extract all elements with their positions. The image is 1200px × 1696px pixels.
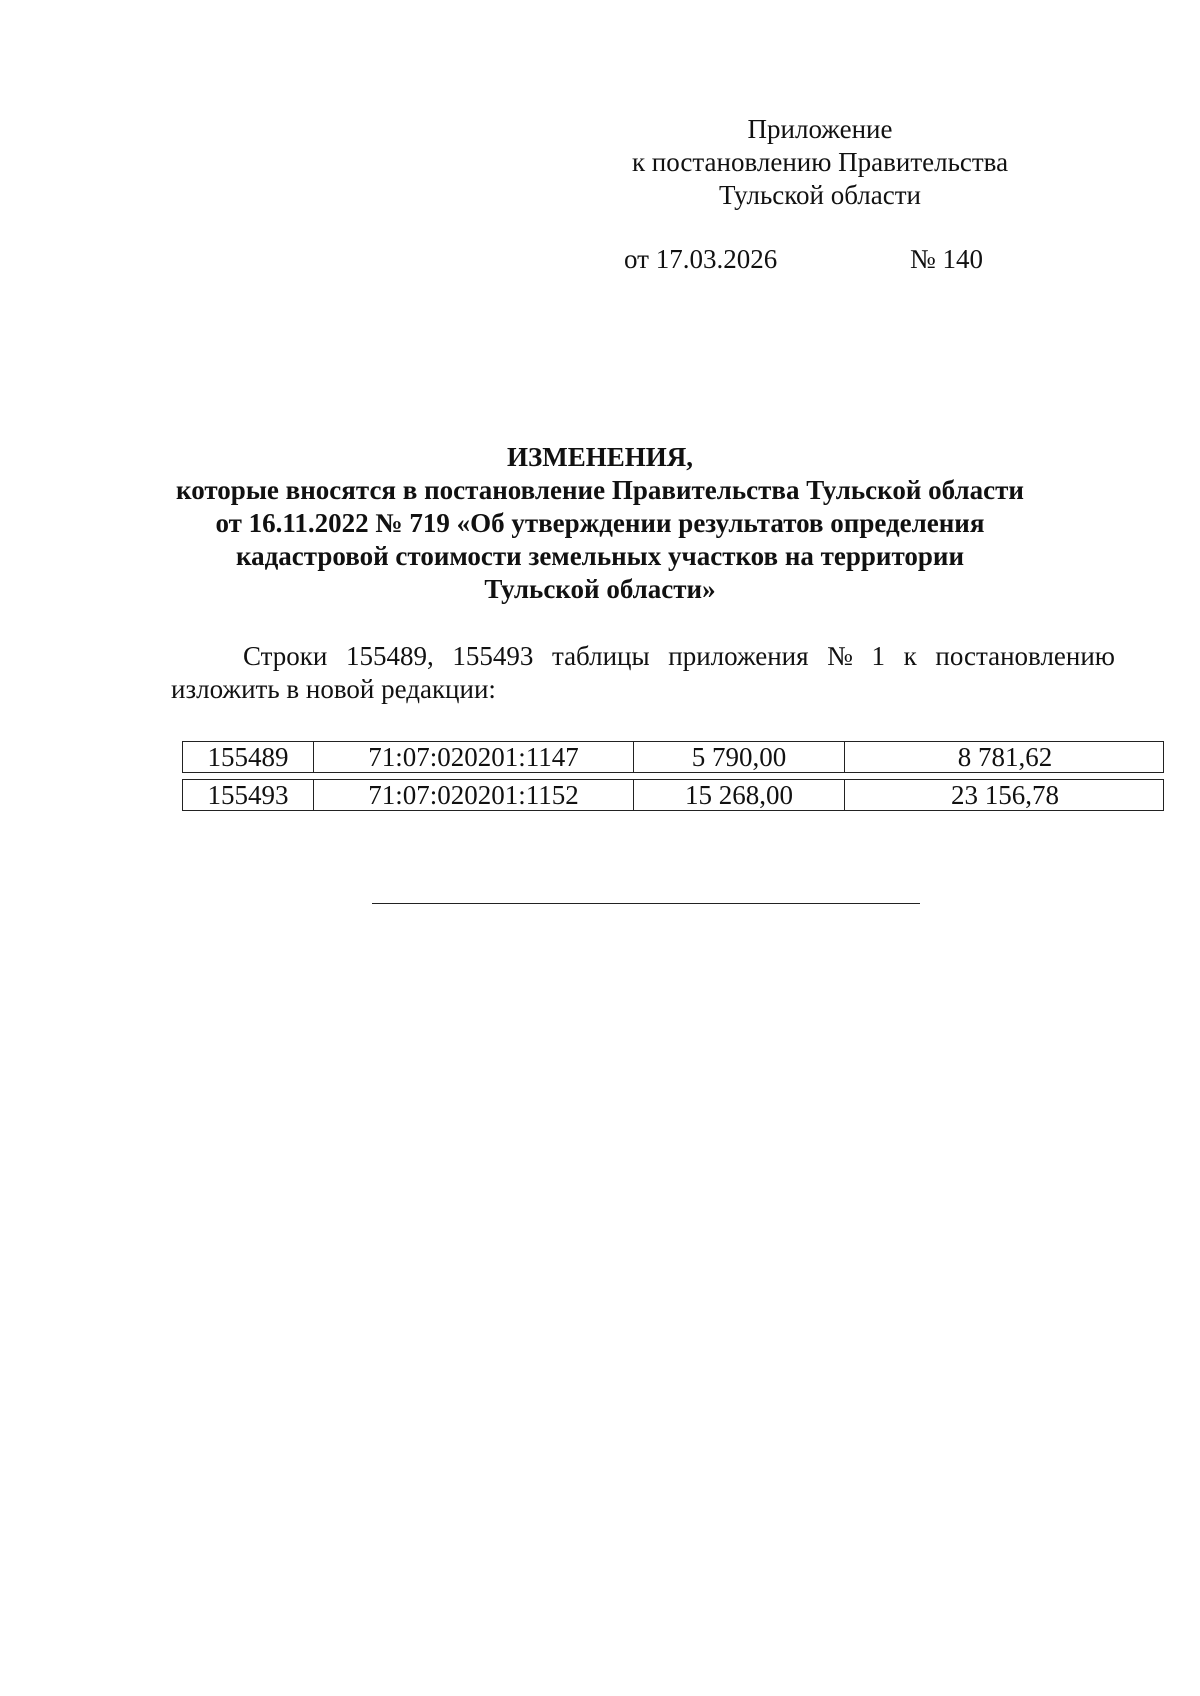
- area-cell: 5 790,00: [634, 742, 845, 772]
- body-paragraph: [171, 640, 1115, 706]
- body-word: 155489,: [345, 641, 434, 671]
- title-line-3: от 16.11.2022 № 719 «Об утверждении результатов определения: [215, 508, 985, 538]
- appendix-label: Приложение: [747, 114, 893, 144]
- body-word: 1: [871, 641, 886, 671]
- appendix-number: № 140: [910, 244, 984, 274]
- area-cell: 15 268,00: [634, 780, 845, 810]
- cadastral-number-cell: 71:07:020201:1147: [314, 742, 634, 772]
- table-row: [182, 741, 1164, 773]
- body-word: к: [903, 641, 917, 671]
- body-word: приложения: [668, 641, 809, 671]
- appendix-region-label: Тульской области: [719, 180, 921, 210]
- cadastral-value-cell: 23 156,78: [951, 780, 1059, 810]
- appendix-date: от 17.03.2026: [624, 244, 778, 274]
- table-row: [182, 779, 1164, 811]
- body-line-2: изложить в новой редакции:: [171, 674, 496, 704]
- appendix-resolution-label: к постановлению Правительства: [631, 147, 1009, 177]
- appendix-header: [600, 113, 1040, 212]
- body-line-1: [171, 640, 1115, 673]
- row-number-cell: 155493: [183, 780, 314, 810]
- body-word: постановлению: [935, 641, 1115, 671]
- title-line-1: ИЗМЕНЕНИЯ,: [506, 442, 693, 472]
- body-word: таблицы: [551, 641, 650, 671]
- title-line-4: кадастровой стоимости земельных участков на территории: [236, 541, 964, 571]
- body-word: №: [827, 641, 853, 671]
- row-number-cell: 155489: [183, 742, 314, 772]
- document-title: [130, 441, 1070, 606]
- title-line-2: которые вносятся в постановление Правительства Тульской области: [176, 475, 1024, 505]
- cadastral-number-cell: 71:07:020201:1152: [314, 780, 634, 810]
- replacement-table: [182, 741, 1164, 817]
- body-word: 155493: [452, 641, 534, 671]
- cadastral-value-cell: 8 781,62: [957, 742, 1053, 772]
- title-line-5: Тульской области»: [484, 574, 716, 604]
- end-divider: [372, 903, 920, 904]
- body-word: Строки: [243, 641, 328, 671]
